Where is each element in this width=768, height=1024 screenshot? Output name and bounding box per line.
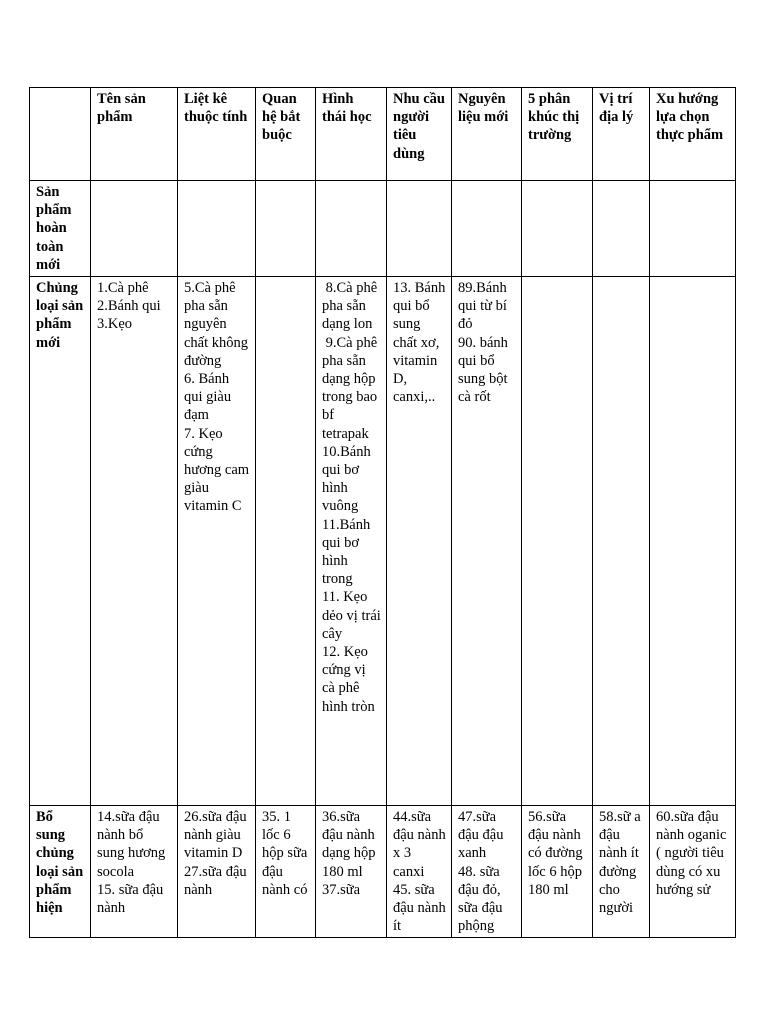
table-cell: 26.sữa đậu nành giàu vitamin D 27.sữa đậu nành: [178, 806, 256, 938]
table-row: [30, 277, 736, 806]
header-corner-cell: [30, 88, 91, 181]
table-cell: [650, 277, 736, 806]
column-header-quan-he-bat-buoc: Quan hệ bắt buộc: [256, 88, 316, 181]
table-cell: 89.Bánh qui từ bí đỏ 90. bánh qui bổ sung bột cà rốt: [452, 277, 522, 806]
column-header-5-phan-khuc-thi-truong: 5 phân khúc thị trường: [522, 88, 593, 181]
table-cell: [256, 277, 316, 806]
table-cell: 35. 1 lốc 6 hộp sữa đậu nành có: [256, 806, 316, 938]
table-cell: [522, 277, 593, 806]
column-header-nguyen-lieu-moi: Nguyên liệu mới: [452, 88, 522, 181]
table-cell: 36.sữa đậu nành dạng hộp 180 ml 37.sữa: [316, 806, 387, 938]
column-header-liet-ke-thuoc-tinh: Liệt kê thuộc tính: [178, 88, 256, 181]
row-header-chung-loai-san-pham-moi: Chủng loại sản phẩm mới: [30, 277, 91, 806]
column-header-vi-tri-dia-ly: Vị trí địa lý: [593, 88, 650, 181]
table-cell: 8.Cà phê pha sẵn dạng lon 9.Cà phê pha sẵn dạng hộp trong bao bf tetrapak 10.Bánh qui bơ hình vuông 11.Bánh qui bơ hình trong 11. Kẹo dẻo vị trái cây 12. Kẹo cứng vị cà phê hình tròn: [316, 277, 387, 806]
table-cell: [522, 181, 593, 277]
column-header-ten-san-pham: Tên sản phẩm: [91, 88, 178, 181]
table-row: [30, 181, 736, 277]
table-cell: [256, 181, 316, 277]
table-row: [30, 806, 736, 938]
table-cell: [178, 181, 256, 277]
row-header-san-pham-hoan-toan-moi: Sản phẩm hoàn toàn mới: [30, 181, 91, 277]
table-cell: [452, 181, 522, 277]
table-cell: [593, 181, 650, 277]
table-cell: [593, 277, 650, 806]
table-cell: 5.Cà phê pha sẵn nguyên chất không đường 6. Bánh qui giàu đạm 7. Kẹo cứng hương cam giàu vitamin C: [178, 277, 256, 806]
table-cell: 1.Cà phê 2.Bánh qui 3.Kẹo: [91, 277, 178, 806]
row-header-bo-sung-chung-loai: Bổ sung chủng loại sản phẩm hiện: [30, 806, 91, 938]
table-cell: [91, 181, 178, 277]
table-cell: [650, 181, 736, 277]
product-classification-table: [29, 87, 736, 938]
table-cell: 58.sữ a đậu nành ít đường cho người: [593, 806, 650, 938]
table-header-row: [30, 88, 736, 181]
column-header-xu-huong-lua-chon-thuc-pham: Xu hướng lựa chọn thực phẩm: [650, 88, 736, 181]
column-header-hinh-thai-hoc: Hình thái học: [316, 88, 387, 181]
table-cell: 60.sữa đậu nành oganic ( người tiêu dùng có xu hướng sử: [650, 806, 736, 938]
column-header-nhu-cau-nguoi-tieu-dung: Nhu cầu người tiêu dùng: [387, 88, 452, 181]
table-cell: 56.sữa đậu nành có đường lốc 6 hộp 180 ml: [522, 806, 593, 938]
table-cell: [316, 181, 387, 277]
table-cell: 14.sữa đậu nành bổ sung hương socola 15. sữa đậu nành: [91, 806, 178, 938]
table-cell: 47.sữa đậu đậu xanh 48. sữa đậu đỏ, sữa đậu phộng: [452, 806, 522, 938]
table-cell: 44.sữa đậu nành x 3 canxi 45. sữa đậu nành ít: [387, 806, 452, 938]
table-cell: 13. Bánh qui bổ sung chất xơ, vitamin D, canxi,..: [387, 277, 452, 806]
table-cell: [387, 181, 452, 277]
